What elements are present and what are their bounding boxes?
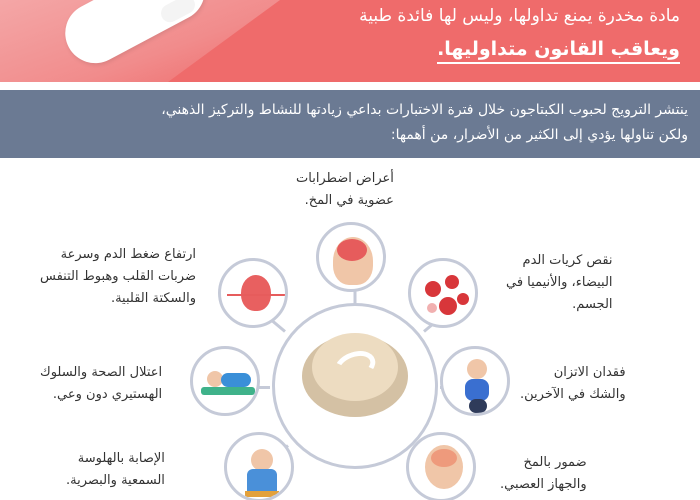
label-blood-line1: نقص كريات الدم bbox=[522, 253, 613, 268]
label-hallucination bbox=[66, 448, 165, 492]
hallucination-person-icon bbox=[224, 432, 294, 500]
label-behavior bbox=[40, 362, 162, 406]
label-blood-line2: البيضاء، والأنيميا في bbox=[506, 275, 613, 290]
heart-icon bbox=[218, 258, 288, 328]
label-balance bbox=[520, 362, 626, 406]
label-balance-line2: والشك في الآخرين. bbox=[520, 387, 626, 402]
banner-text-line1: مادة مخدرة يمنع تداولها، وليس لها فائدة طبية bbox=[359, 6, 680, 26]
top-banner bbox=[0, 0, 700, 82]
label-heart-line3: والسكتة القلبية. bbox=[110, 291, 197, 306]
label-brain bbox=[296, 168, 394, 212]
banner-text-line2: ويعاقب القانون متداوليها. bbox=[437, 38, 680, 64]
intro-line2: ولكن تناولها يؤدي إلى الكثير من الأضرار، من أهمها: bbox=[390, 127, 688, 143]
label-behavior-line1: اعتلال الصحة والسلوك bbox=[40, 365, 163, 380]
nervous-system-icon bbox=[406, 432, 476, 500]
intro-bar bbox=[0, 90, 700, 158]
label-brain-line2: عضوية في المخ. bbox=[304, 193, 394, 208]
lying-person-icon bbox=[190, 346, 260, 416]
blood-cells-icon bbox=[408, 258, 478, 328]
intro-text bbox=[8, 98, 688, 148]
label-balance-line1: فقدان الاتزان bbox=[553, 365, 626, 380]
label-nerves-line2: والجهاز العصبي. bbox=[500, 477, 587, 492]
label-blood bbox=[506, 250, 613, 316]
label-nerves bbox=[500, 452, 587, 496]
label-hallucination-line2: السمعية والبصرية. bbox=[66, 473, 165, 488]
label-blood-line3: الجسم. bbox=[572, 297, 613, 312]
label-nerves-line1: ضمور بالمخ bbox=[523, 455, 587, 470]
label-brain-line1: أعراض اضطرابات bbox=[296, 171, 394, 186]
label-behavior-line2: الهستيري دون وعي. bbox=[52, 387, 163, 402]
label-heart-line2: ضربات القلب وهبوط التنفس bbox=[40, 269, 197, 284]
brain-icon bbox=[316, 222, 386, 292]
label-heart-line1: ارتفاع ضغط الدم وسرعة bbox=[60, 247, 197, 262]
label-hallucination-line1: الإصابة بالهلوسة bbox=[77, 451, 165, 466]
label-heart bbox=[40, 244, 196, 310]
confused-person-icon bbox=[440, 346, 510, 416]
intro-line1: ينتشر الترويج لحبوب الكبتاجون خلال فترة الاختبارات بداعي زيادتها للنشاط والتركيز الذهني، bbox=[161, 102, 688, 118]
